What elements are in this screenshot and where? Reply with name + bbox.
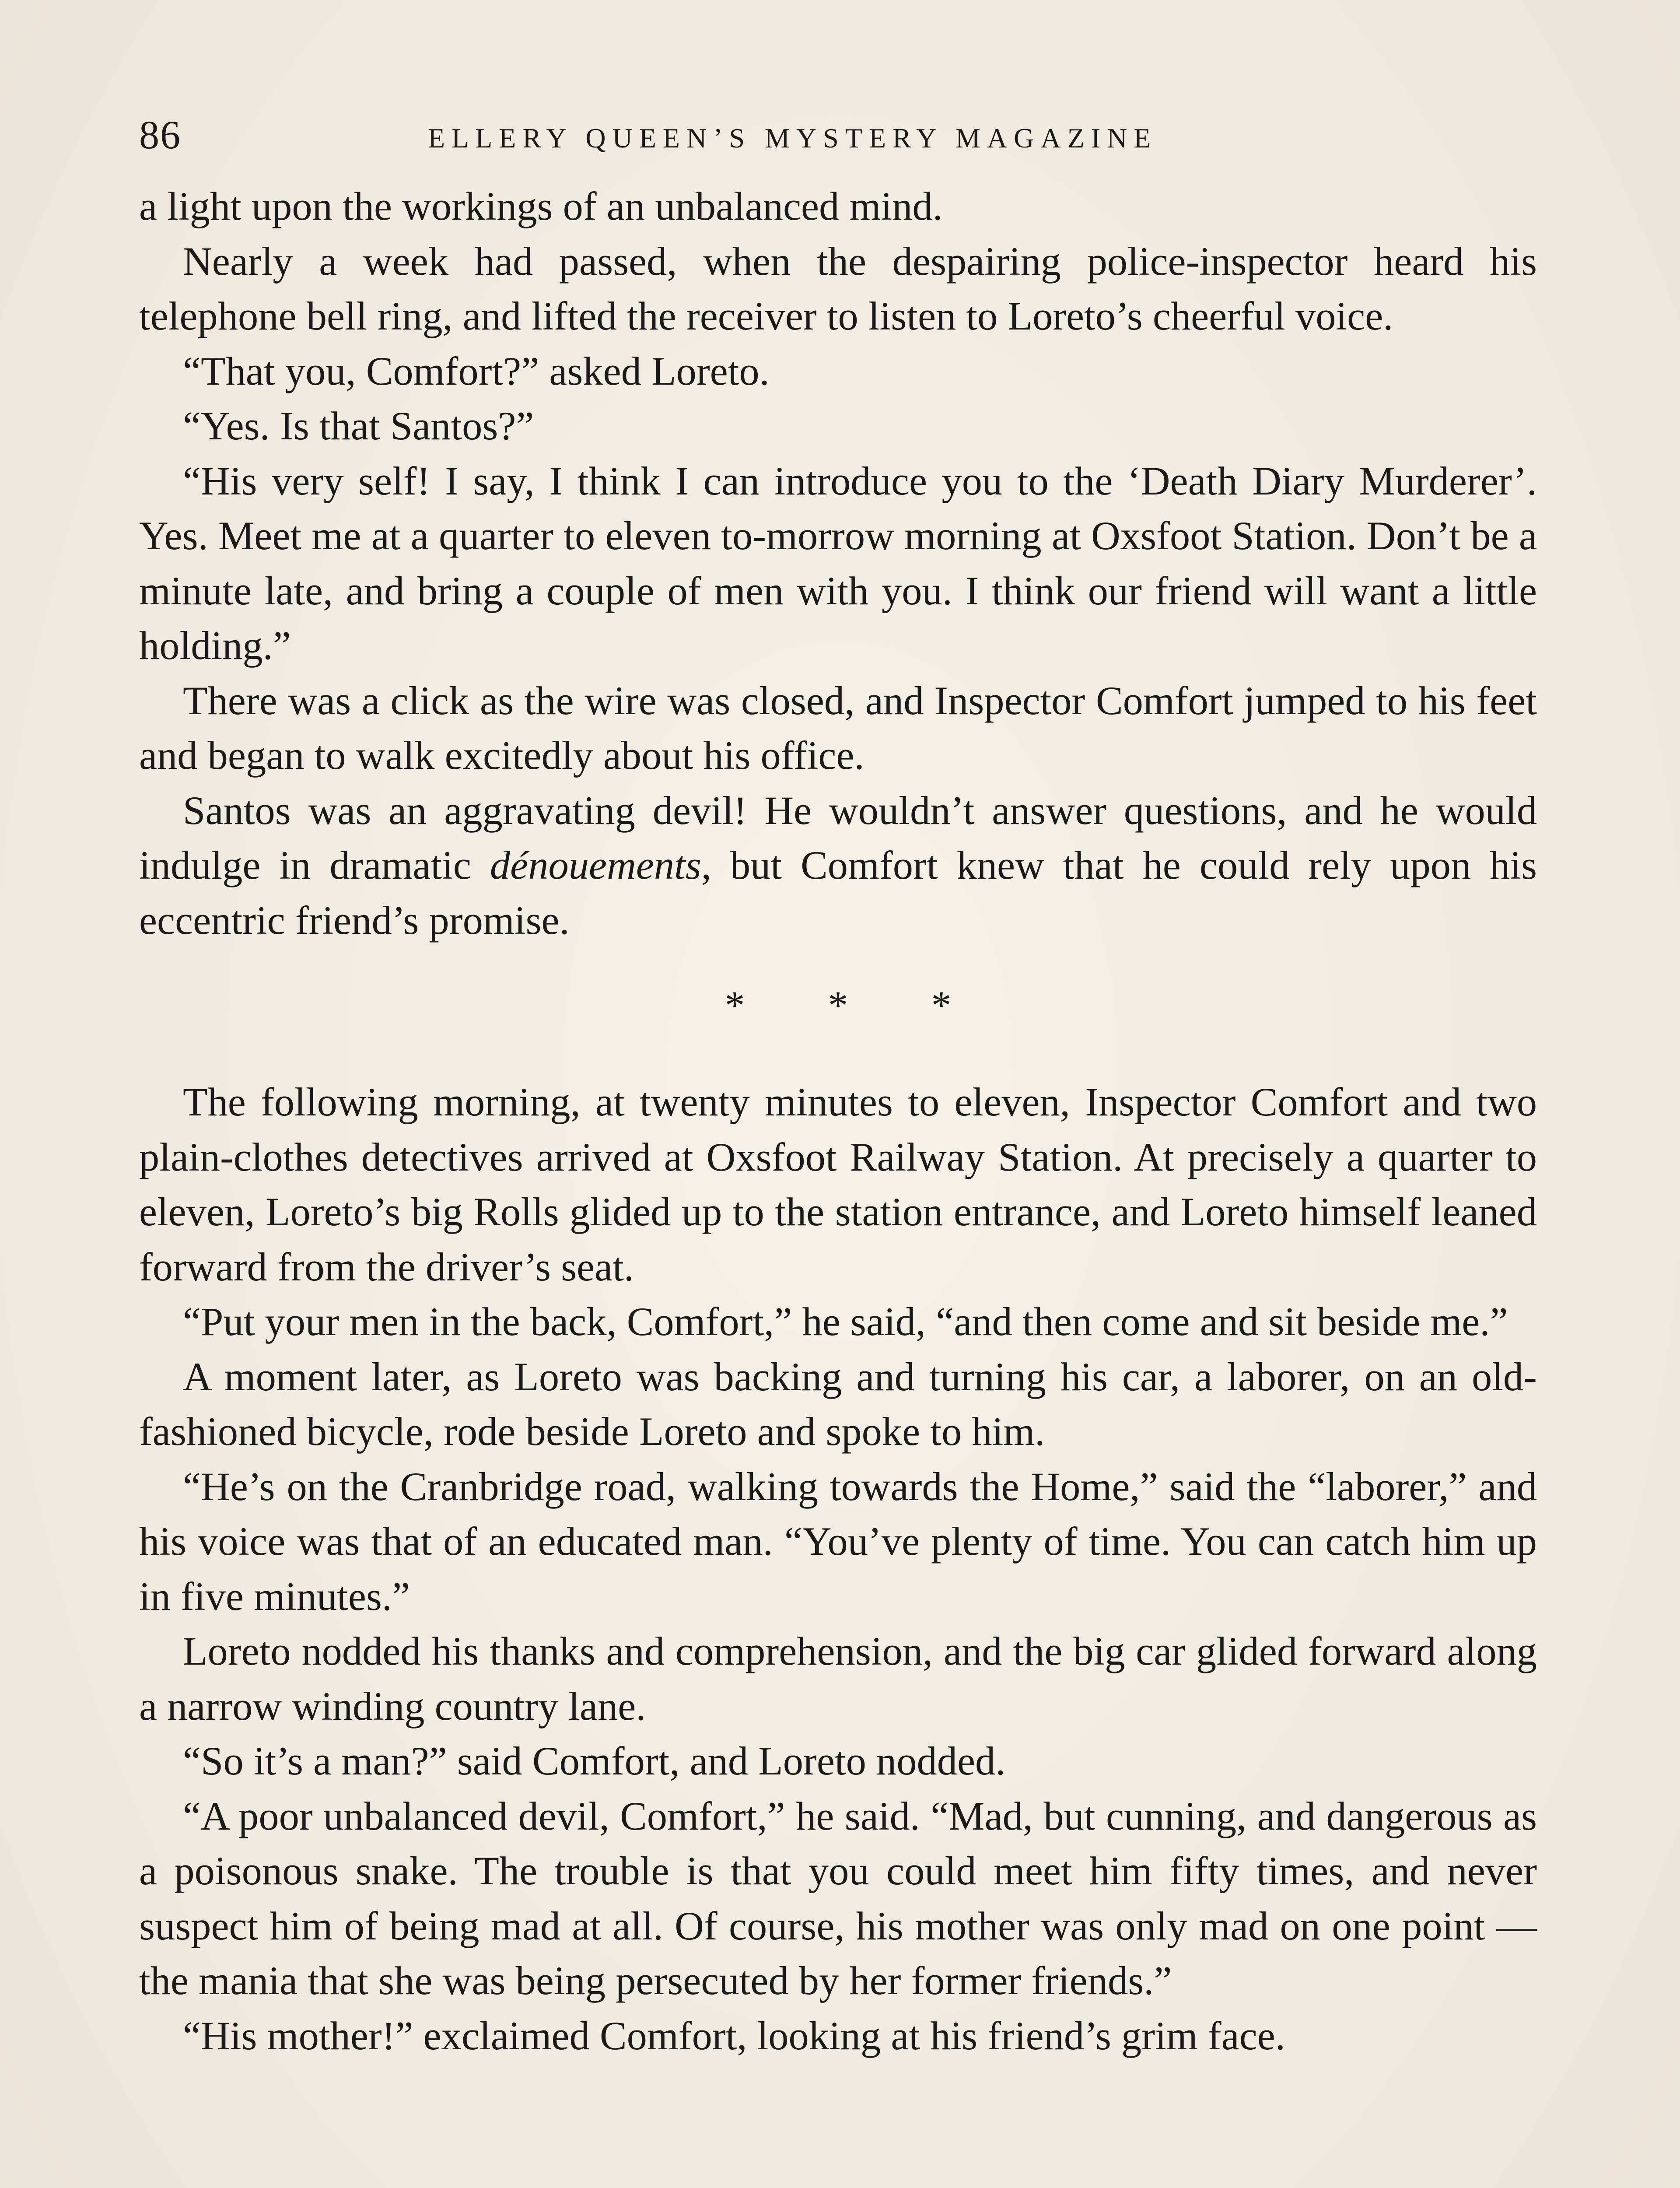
- page-header: [139, 109, 1537, 161]
- scene-break: [139, 948, 1537, 1075]
- asterisk: *: [828, 983, 848, 1027]
- paragraph: There was a click as the wire was closed, and Inspector Comfort jumped to his feet and began to walk excitedly about his office.: [139, 678, 1537, 778]
- scene-break-stars: [139, 979, 1537, 1031]
- paragraph: “His very self! I say, I think I can introduce you to the ‘Death Diary Murderer’. Yes. Meet me at a quarter to eleven to-morrow morning at Oxsfoot Station. Don’t be a minute late, and bring a couple of men with you. I think our friend will want a little holding.”: [139, 459, 1537, 668]
- paragraph: The following morning, at twenty minutes to eleven, Inspector Comfort and two plain-clothes detectives arrived at Oxsfoot Railway Station. At precisely a quarter to eleven, Loreto’s big Rolls glided up to the station entrance, and Loreto himself leaned forward from the driver’s seat.: [139, 1080, 1537, 1290]
- paragraph: “His mother!” exclaimed Comfort, looking at his friend’s grim face.: [183, 2013, 1285, 2058]
- paragraph: a light upon the workings of an unbalanced mind.: [139, 184, 943, 229]
- body-text: [139, 179, 1537, 2064]
- page-number: 86: [139, 112, 181, 157]
- paragraph-text: Santos was an aggravating devil! He wouldn’t answer questions, and he would indulge in dramatic: [139, 788, 1537, 888]
- paragraph: A moment later, as Loreto was backing and turning his car, a laborer, on an old-fashioned bicycle, rode beside Loreto and spoke to him.: [139, 1354, 1537, 1454]
- paragraph: “He’s on the Cranbridge road, walking towards the Home,” said the “laborer,” and his voice was that of an educated man. “You’ve plenty of time. You can catch him up in five minutes.”: [139, 1464, 1537, 1619]
- asterisk: *: [724, 983, 745, 1027]
- paragraph: Loreto nodded his thanks and comprehension, and the big car glided forward along a narrow winding country lane.: [139, 1629, 1537, 1729]
- paragraph: “So it’s a man?” said Comfort, and Loreto nodded.: [183, 1739, 1006, 1784]
- paragraph: “That you, Comfort?” asked Loreto.: [183, 349, 770, 394]
- paragraph: “Yes. Is that Santos?”: [183, 404, 534, 449]
- paragraph: Nearly a week had passed, when the despairing police-inspector heard his telephone bell ring, and lifted the receiver to listen to Loreto’s cheerful voice.: [139, 239, 1537, 339]
- paragraph-text: , but Comfort knew that he could rely upon his eccentric friend’s promise.: [139, 843, 1537, 943]
- paragraph: “A poor unbalanced devil, Comfort,” he said. “Mad, but cunning, and dangerous as a poisonous snake. The trouble is that you could meet him fifty times, and never suspect him of being mad at all. Of course, his mother was only mad on one point — the mania that she was being persecuted by her former friends.”: [139, 1794, 1537, 2003]
- asterisk: *: [931, 983, 952, 1027]
- italic-word: dénouements: [490, 843, 701, 888]
- paragraph: “Put your men in the back, Comfort,” he said, “and then come and sit beside me.”: [183, 1300, 1508, 1344]
- running-head: ELLERY QUEEN’S MYSTERY MAGAZINE: [428, 123, 1158, 154]
- paragraph-with-italic: [139, 784, 1537, 949]
